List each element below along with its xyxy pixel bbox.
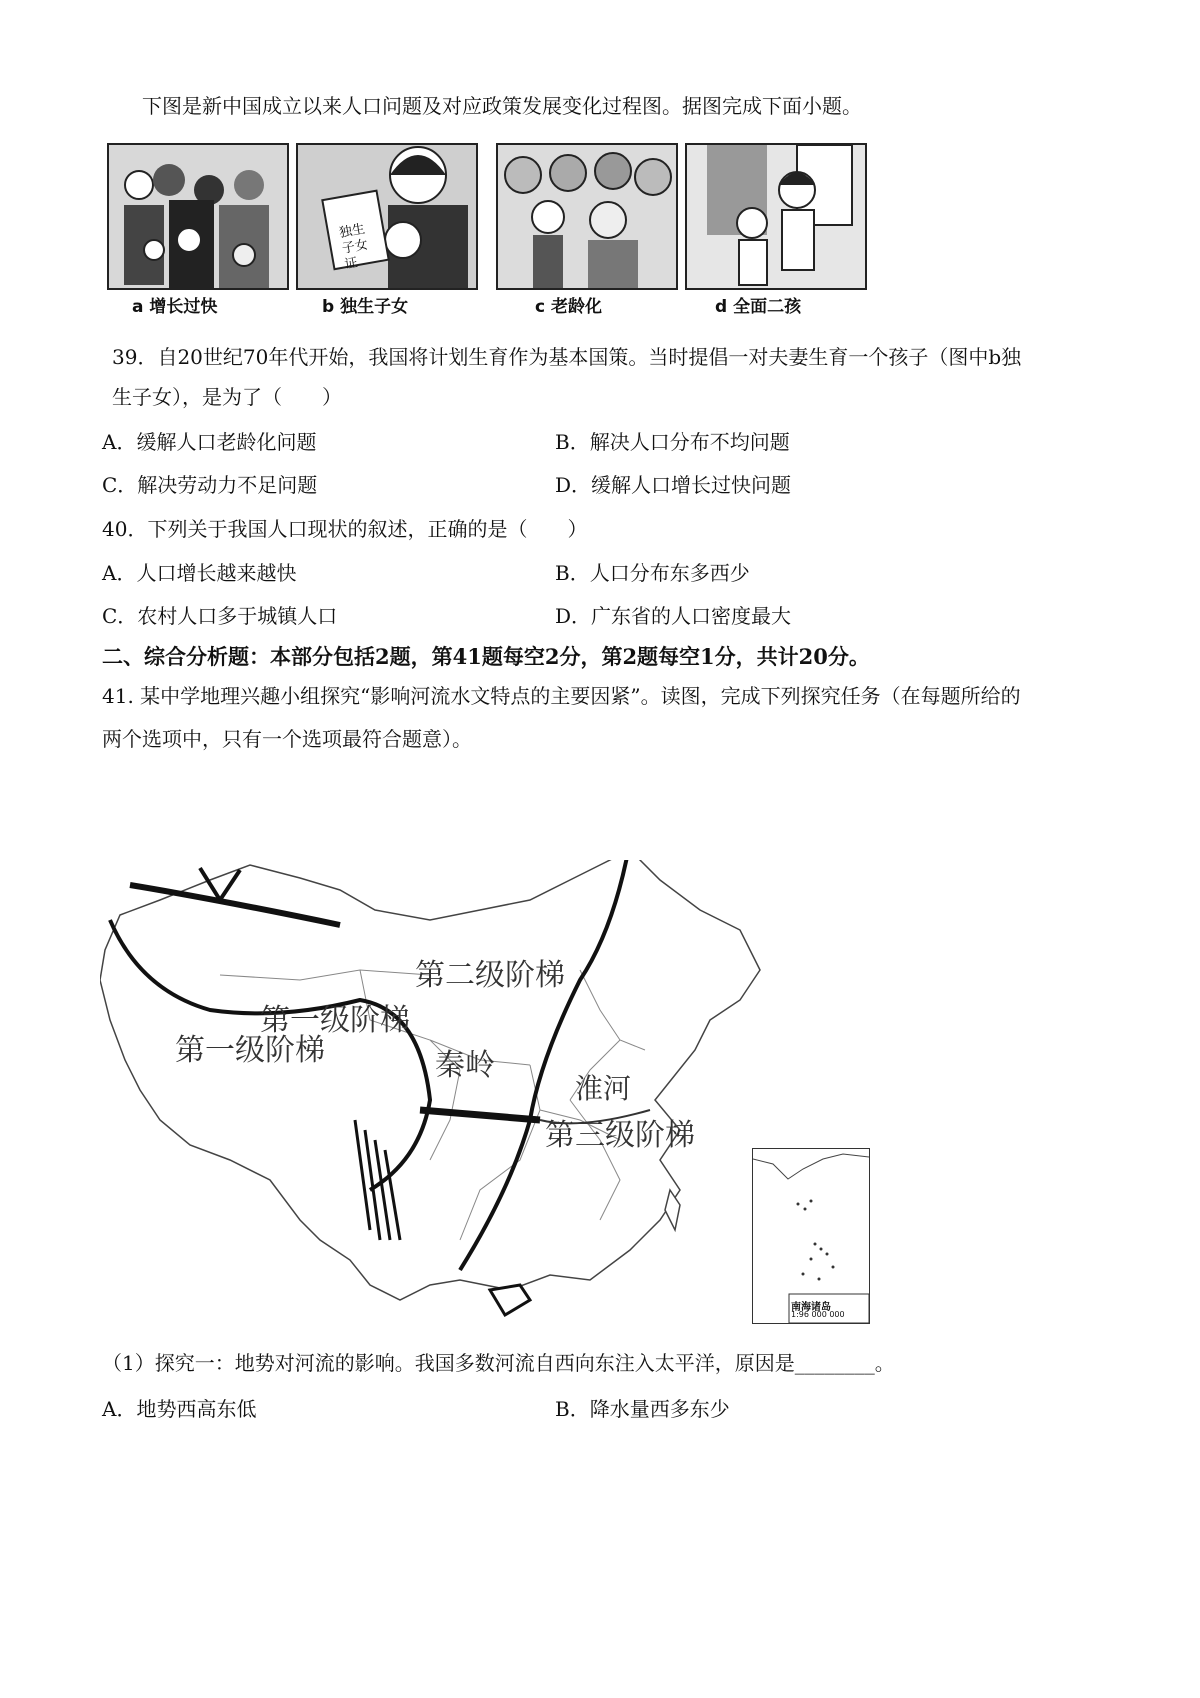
sub1-option-b: B．降水量西多东少 (555, 1397, 730, 1421)
china-outline (100, 860, 760, 1300)
panel-b-caption: b 独生子女 (322, 297, 409, 317)
taiwan-island (665, 1190, 680, 1230)
inset-coastline (753, 1154, 869, 1179)
sub1-stem: （1）探究一：地势对河流的影响。我国多数河流自西向东注入太平洋，原因是________。 (102, 1351, 895, 1375)
q39-option-c: C．解决劳动力不足问题 (102, 473, 318, 497)
panel-a-caption: a 增长过快 (132, 297, 218, 317)
label-huaihe: 淮河 (575, 1072, 632, 1105)
label-step3: 第三级阶梯 (545, 1118, 695, 1153)
q39-stem-line2: 生子女），是为了（ ） (112, 385, 342, 409)
panel-c-caption: c 老龄化 (535, 297, 602, 317)
panel-d-caption: d 全面二孩 (715, 297, 802, 317)
q41-stem-line2: 两个选项中，只有一个选项最符合题意）。 (102, 727, 472, 751)
intro-text: 下图是新中国成立以来人口问题及对应政策发展变化过程图。据图完成下面小题。 (142, 94, 862, 118)
panel-b-image (296, 143, 478, 290)
q40-stem: 40．下列关于我国人口现状的叙述，正确的是（ ） (102, 517, 588, 541)
panel-c-image (496, 143, 678, 290)
label-step2: 第二级阶梯 (415, 958, 565, 993)
q39-option-d: D．缓解人口增长过快问题 (555, 473, 792, 497)
hengduan-lines (355, 1120, 400, 1240)
label-qinling: 秦岭 (435, 1048, 495, 1083)
panel-a-image (107, 143, 289, 290)
q41-stem-line1: 41. 某中学地理兴趣小组探究“影响河流水文特点的主要因紧”。读图，完成下列探究任务（在每题所给的 (102, 684, 1021, 708)
q40-option-b: B．人口分布东多西少 (555, 561, 750, 585)
label-step1-b: 第一级阶梯 (175, 1033, 325, 1068)
boundary-branch (200, 868, 240, 900)
q39-option-a: A．缓解人口老龄化问题 (102, 430, 317, 454)
q39-stem-line1: 39．自20世纪70年代开始，我国将计划生育作为基本国策。当时提倡一对夫妻生育一个孩子（图中b独 (112, 345, 1022, 369)
boundary-line-north (130, 885, 340, 925)
label-step1-a: 第一级阶梯 (260, 1003, 410, 1038)
q39-option-b: B．解决人口分布不均问题 (555, 430, 790, 454)
inset-title: 南海诸岛 (791, 1302, 831, 1313)
q40-option-d: D．广东省的人口密度最大 (555, 604, 792, 628)
section2-heading: 二、综合分析题：本部分包括2题，第41题每空2分，第2题每空1分，共计20分。 (102, 644, 870, 669)
q40-option-c: C．农村人口多于城镇人口 (102, 604, 338, 628)
card-text: 独生子女证 (338, 221, 370, 273)
inset-scale: 1:96 000 000 (791, 1310, 845, 1319)
q40-option-a: A．人口增长越来越快 (102, 561, 297, 585)
sub1-option-a: A．地势西高东低 (102, 1397, 257, 1421)
south-china-sea-inset (752, 1148, 870, 1324)
qinling-line (420, 1110, 540, 1120)
hainan-island (490, 1285, 530, 1315)
panel-d-image (685, 143, 867, 290)
